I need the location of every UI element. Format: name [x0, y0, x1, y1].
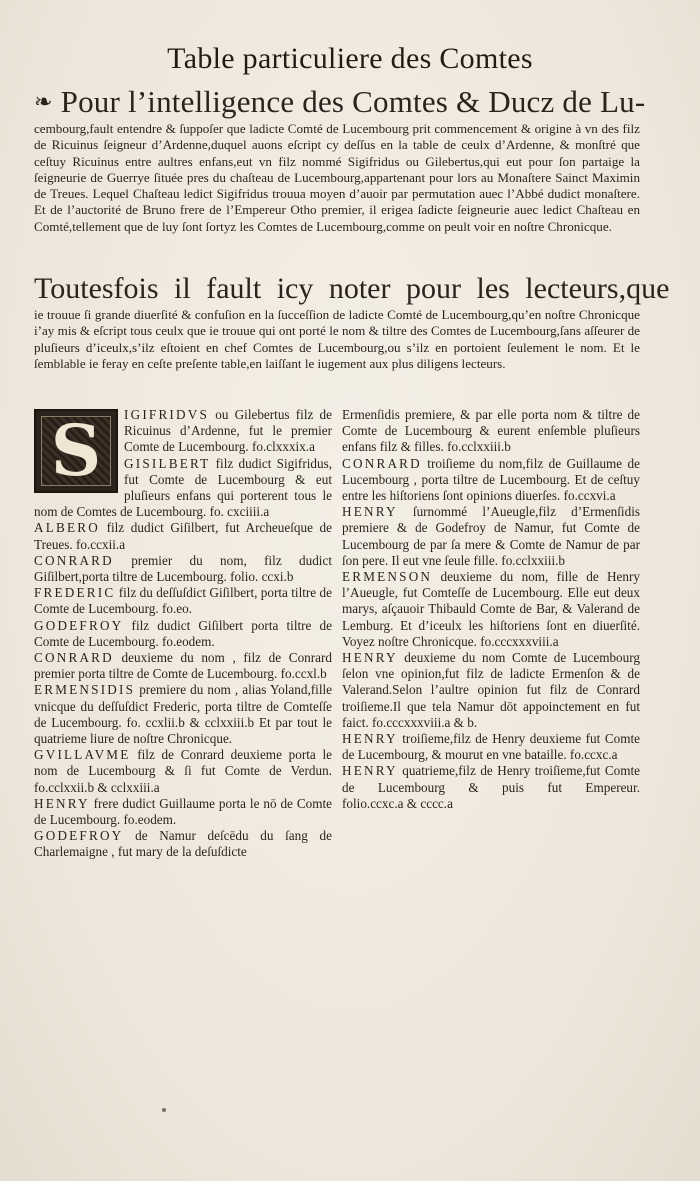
folio-reference: fo.cccxxxviii.a [480, 633, 559, 649]
entry-name: HENRY [342, 731, 398, 747]
folio-reference: fo.clxxxix.a [251, 439, 315, 455]
entry-name: IGIFRIDVS [124, 407, 210, 422]
fleuron-icon: ❧ [34, 89, 53, 114]
ink-dot [162, 1108, 166, 1112]
right-column [342, 407, 640, 812]
entry-text: frere dudict Guillaume porta le nō de Comte de Lucembourg. [34, 795, 332, 828]
entry-name: GVILLAVME [34, 747, 131, 763]
folio-reference: fo.eodem. [123, 812, 177, 828]
register-entry [34, 828, 332, 860]
entry-name: GISILBERT [124, 455, 211, 471]
register-entry [34, 682, 332, 747]
entry-text: troiſieme du nom,filz de Guillaume de Lucembourg , porta tiltre de Lucembourg. Et de ceſtuy entre les hiſtoriens ſont opinions diuerſes. [342, 455, 640, 504]
folio-reference: folio. ccxi.b [230, 569, 294, 585]
register-entry [34, 520, 332, 552]
entry-name: HENRY [342, 504, 398, 520]
entry-name: FREDERIC [34, 585, 116, 601]
drop-cap-initial [34, 409, 118, 493]
intro-heading-text: Pour l’intelligence des Comtes & Ducz de Lu- [60, 84, 646, 119]
folio-reference: fo.eodem. [161, 633, 215, 649]
folio-reference: fo.ccxii.a [76, 536, 126, 552]
entry-text: quatrieme,filz de Henry troiſieme,fut Comte de Lucembourg & puis fut Empereur. [342, 763, 640, 795]
entry-text: filz dudict Sigifridus, fut Comte de Lucembourg & eut pluſieurs enfans qui porterent tous le nom de Comtes de Lucembourg. [34, 455, 332, 520]
register-entry [34, 618, 332, 650]
entry-name: ERMENSON [342, 569, 433, 585]
register-entry [342, 763, 640, 812]
entry-name: HENRY [342, 650, 398, 666]
register-entry [34, 553, 332, 585]
register-entry [342, 650, 640, 731]
folio-reference: fo.cccxxxviii.a & b. [372, 714, 478, 730]
register-entry [34, 585, 332, 617]
register-entry [342, 731, 640, 763]
intro-paragraph: cembourg,fault entendre & ſuppoſer que ladicte Comté de Lucembourg prit commencement & origine à vn des filz de Ricuinus ſeigneur d’Ardenne,duquel auons eſcript cy deſſus en la table de ceulx d’Ardenne, & monſtré que ceſtuy Ricuinus entre aultres enfans,eut vn filz nommé Sigifridus ou Gilebertus,qui eut pour ſon partaige la ſeigneurie de Guerrye ſituée pres du chaſteau de Lucembourg,appartenant pour lors au Monaſtere Sainct Maximin de Treues. Lequel Chaſteau ledict Sigifridus trouua moyen d’auoir par permutation auec l’Abbé dudict monaſtere. Et de l’auctorité de Bruno frere de l’Empereur Otho premier, il erigea ſadicte ſeigneurie auec ledict Chaſteau en Comté,tellement que de luy ſont ſortyz les Comtes de Lucembourg,comme on peult voir en noſtre Chronicque. [34, 121, 640, 234]
right-entries [342, 407, 640, 812]
folio-reference: fo.ccxc.a [569, 747, 618, 763]
running-title: Table particuliere des Comtes [167, 42, 533, 75]
register-entry [342, 456, 640, 505]
folio-reference: fo.ccxl.b [280, 666, 327, 682]
entry-name: CONRARD [34, 650, 114, 666]
left-column [34, 407, 332, 861]
entry-name: ERMENSIDIS [34, 682, 136, 698]
entry-text: filz de Conrard deuxieme porta le nom de Lucembourg & ſi fut Comte de Verdun. [34, 747, 332, 779]
entry-name: CONRARD [342, 455, 422, 471]
register-entry [342, 407, 640, 456]
folio-reference: fo.eo. [161, 601, 192, 617]
register-entry [342, 569, 640, 650]
folio-reference: fo.cclxxiii.b [501, 552, 566, 568]
entry-name: GODEFROY [34, 828, 124, 844]
entry-text: de Namur deſcēdu du ſang de Charlemaigne , fut mary de la deſuſdicte [34, 828, 332, 860]
entry-name: ALBERO [34, 520, 100, 536]
register-entry [34, 650, 332, 682]
entry-name: CONRARD [34, 552, 114, 568]
toutesfois-heading: Toutesfois il fault icy noter pour les lecteurs,que [34, 272, 670, 305]
entry-text: deuxieme du nom, fille de Henry l’Aueugle, fut Comteſſe de Lucembourg. Elle eut deux marys, aſçauoir Thibauld Comte de Bar, & Valerand de Lemburg. Et d’iceulx les hiſtoriens ſont en diuerſité. Voyez noſtre Chronicque. [342, 569, 640, 649]
folio-reference: fo. ccxlii.b & cclxxiii.b Et par tout le quatrieme liure de noſtre Chronicque. [34, 714, 332, 747]
entry-text: Ermenſidis premiere, & par elle porta nom & tiltre de Comte de Lucembourg & eurent enſemble pluſieurs enfans filz & filles. [342, 407, 640, 455]
entry-text: ou Gilebertus filz de Ricuinus d’Ardenne, fut le premier Comte de Lucembourg. [124, 407, 332, 455]
entry-name: HENRY [342, 763, 398, 779]
entry-text: filz du deſſuſdict Giſilbert, porta tiltre de Comte de Lucembourg. [34, 585, 332, 617]
entry-name: HENRY [34, 795, 90, 811]
folio-reference: fo.cclxxiii.b [447, 439, 511, 455]
intro-heading [34, 84, 670, 120]
entry-text: filz dudict Giſilbert porta tiltre de Comte de Lucembourg. [34, 617, 332, 649]
register-entry [342, 504, 640, 569]
register-entry [34, 747, 332, 796]
entry-name: GODEFROY [34, 617, 124, 633]
entry-text: deuxieme du nom Comte de Lucembourg ſelon vne opinion,fut filz de ladicte Ermenſon & de Valerand.Selon l’aultre opinion fut filz de Conrard troiſieme.Il que tela Namur dōt appoinctement en fut faict. [342, 650, 640, 730]
entry-text: filz dudict Giſilbert, fut Archeueſque de Treues. [34, 520, 332, 552]
register-entry [34, 796, 332, 828]
entry-text: ſurnommé l’Aueugle,filz d’Ermenſidis premiere & de Godefroy de Namur, fut Comte de Lucembourg de par ſa mere & Comte de Namur de par ſon pere. Il eut vne ſeule fille. [342, 504, 640, 568]
entry-text: troiſieme,filz de Henry deuxieme fut Comte de Lucembourg, & mourut en vne bataille. [342, 731, 640, 763]
entry-text: premiere du nom , alias Yoland,fille vnicque du deſſuſdict Frederic, porta tiltre de Comteſſe de Lucembourg. [34, 682, 332, 730]
toutesfois-paragraph: ie trouue ſi grande diuerſité & confuſion en la ſucceſſion de ladicte Comté de Lucembourg,qu’en noſtre Chronicque i’ay mis & eſcript tous ceulx que ie trouue qui ont porté le nom & tiltre des Comtes de Lucembourg,ſans aſſeurer de pluſieurs d’iceulx,s’ilz eſtoient en chef Comtes de Lucembourg,ou s’ilz en portoient ſeulement le nom. Et le ſemblable ie feray en ceſte preſente table,en laiſſant le iugement aux plus diligens lecteurs. [34, 307, 640, 371]
entry-text: deuxieme du nom , filz de Conrard premier porta tiltre de Comte de Lucembourg. [34, 650, 332, 682]
folio-reference: fo.cclxxii.b & cclxxiii.a [34, 779, 160, 795]
entry-text: premier du nom, filz dudict Giſilbert,porta tiltre de Lucembourg. [34, 552, 332, 585]
folio-reference: fo.ccxvi.a [563, 488, 616, 504]
folio-reference: fo. cxciiii.a [209, 504, 270, 520]
folio-reference: folio.ccxc.a & cccc.a [342, 795, 453, 811]
drop-cap-letter: S [50, 408, 102, 492]
